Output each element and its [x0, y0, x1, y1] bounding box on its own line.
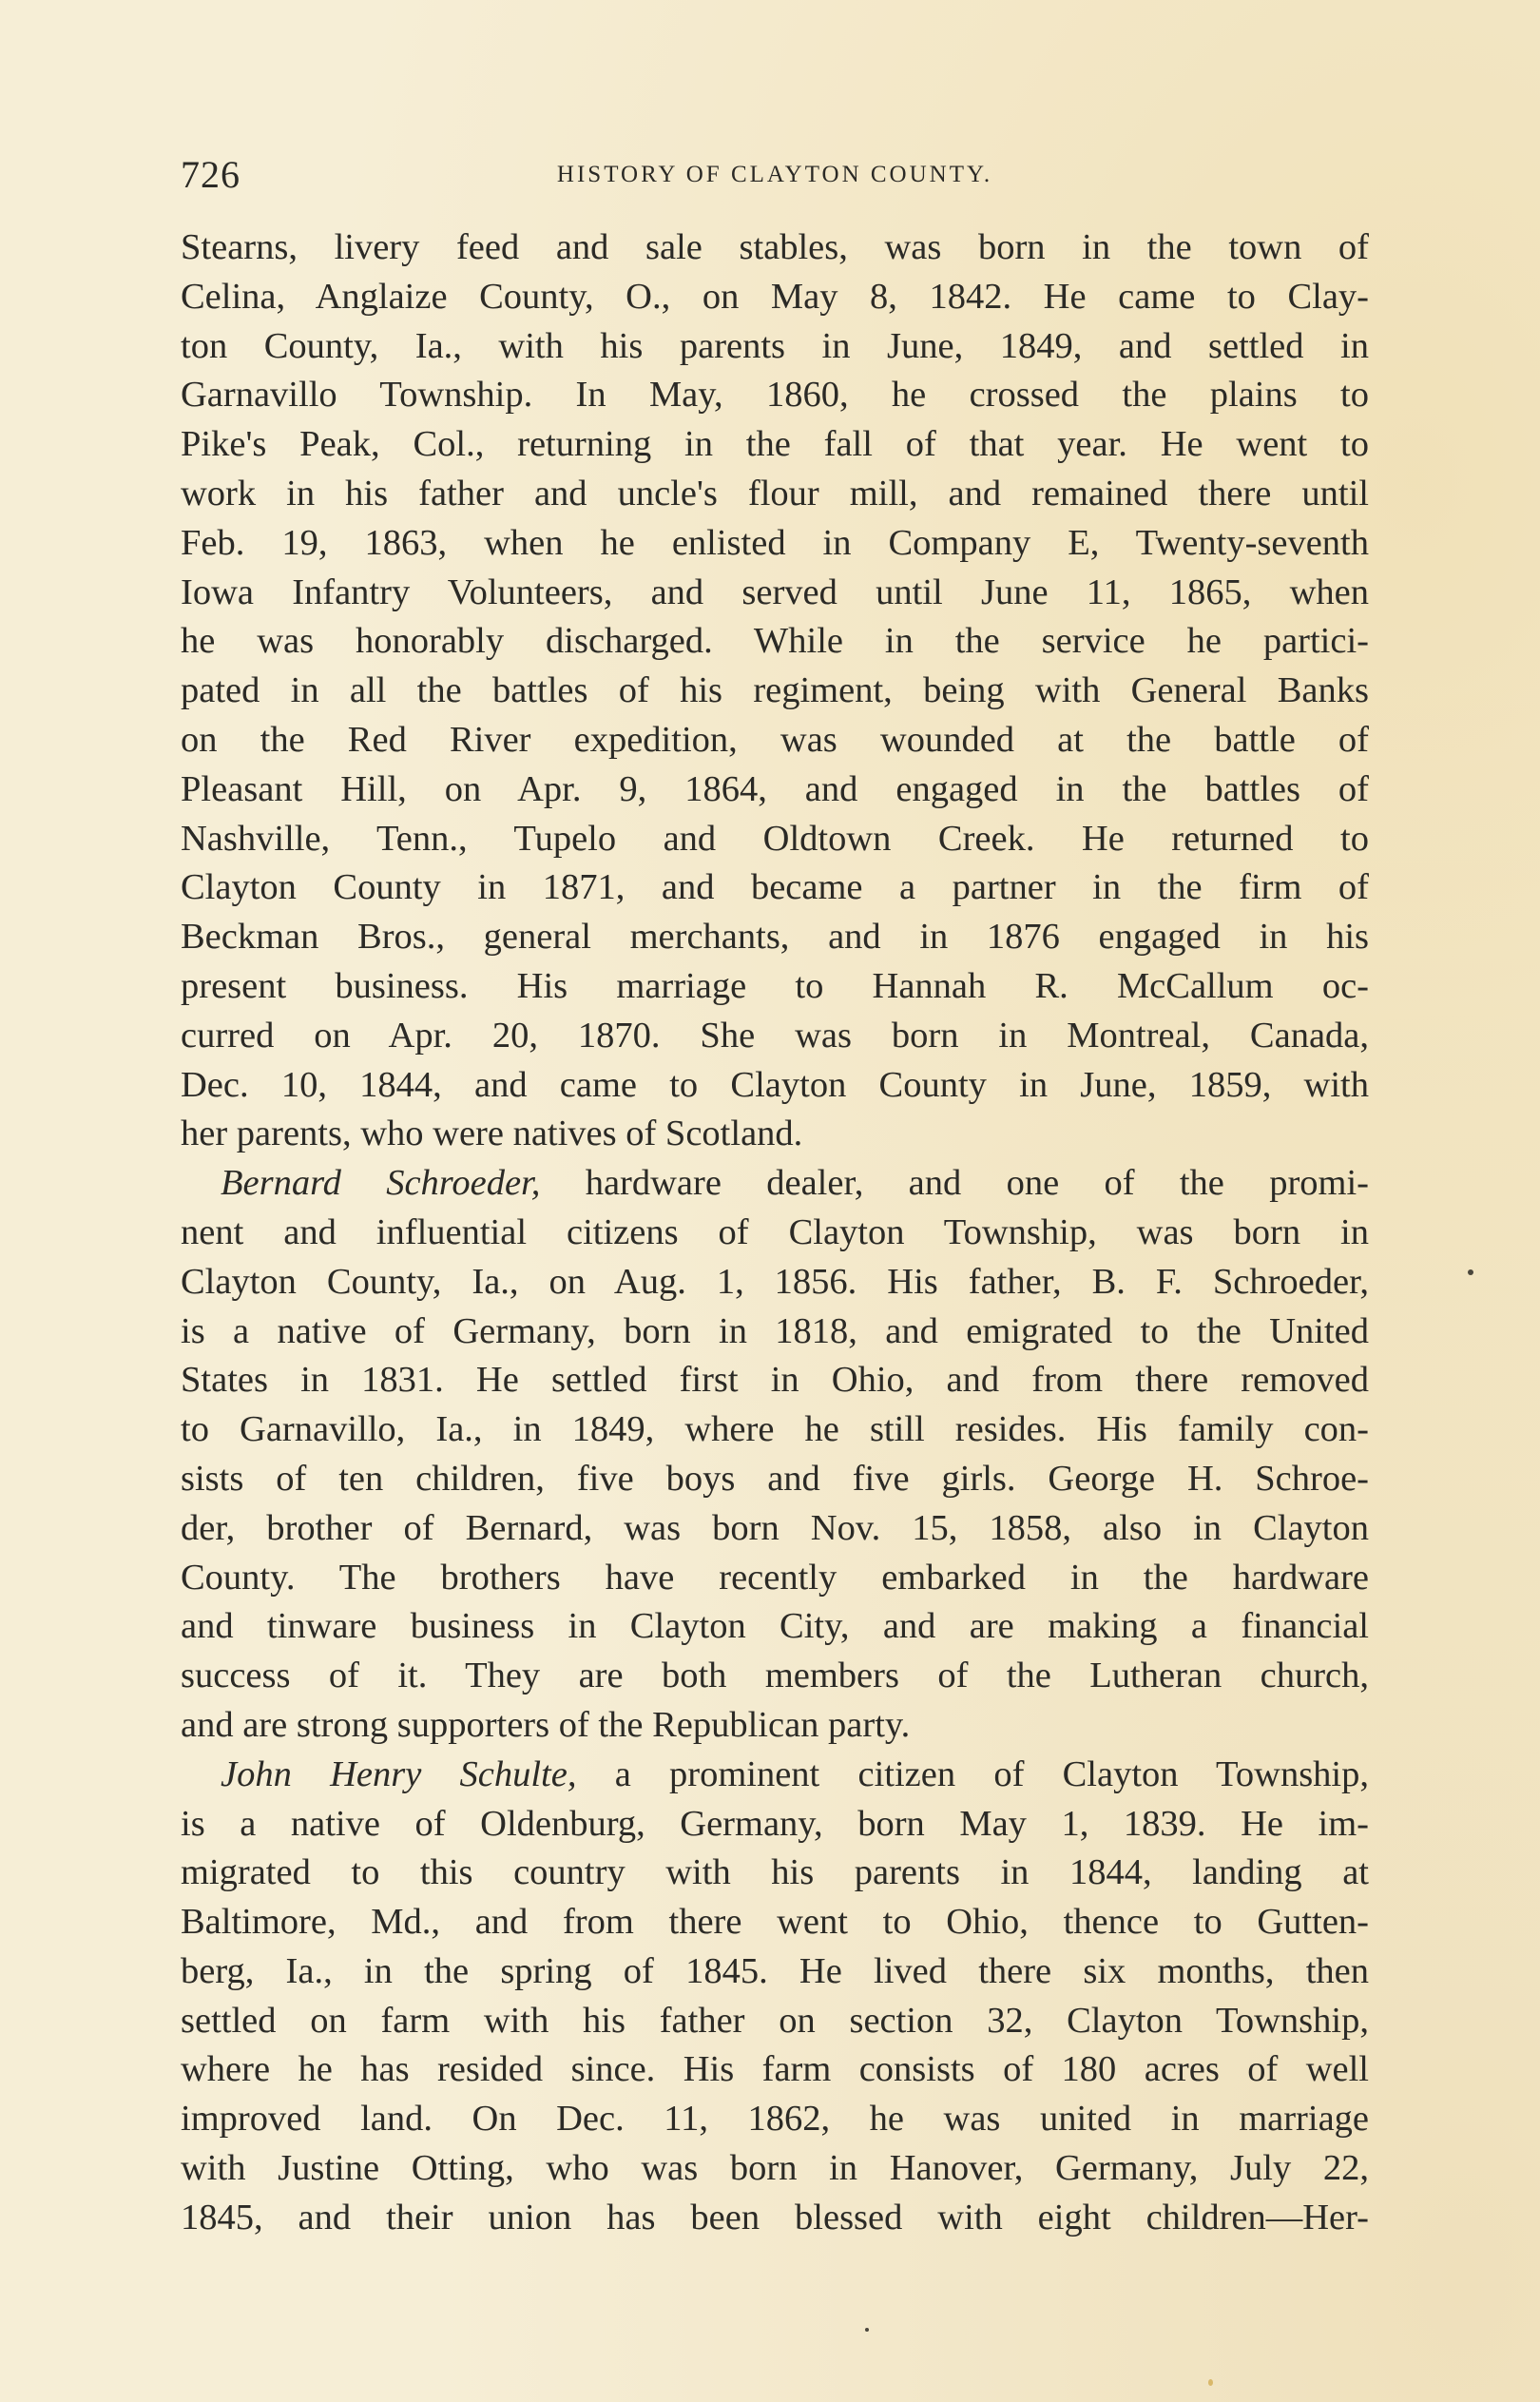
text-line — [181, 1751, 1369, 1800]
text-line: with Justine Otting, who was born in Hanover, Germany, July 22, — [181, 2148, 1369, 2189]
text-line: States in 1831. He settled first in Ohio, and from there removed — [181, 1360, 1369, 1401]
ink-speck — [1208, 2379, 1213, 2386]
text-line: to Garnavillo, Ia., in 1849, where he still resides. His family con- — [181, 1409, 1369, 1450]
paragraph-john-henry-schulte — [181, 1751, 1369, 2243]
text-line: sists of ten children, five boys and five girls. George H. Schroe- — [181, 1458, 1369, 1499]
text-line: Clayton County, Ia., on Aug. 1, 1856. His father, B. F. Schroeder, — [181, 1261, 1369, 1302]
text-line: 1845, and their union has been blessed with eight children—Her- — [181, 2197, 1369, 2237]
text-line: Stearns, livery feed and sale stables, was born in the town of — [181, 227, 1369, 267]
text-line: County. The brothers have recently embarked in the hardware — [181, 1557, 1369, 1598]
ink-speck — [865, 2328, 869, 2332]
text-line: improved land. On Dec. 11, 1862, he was united in marriage — [181, 2099, 1369, 2140]
text-line: curred on Apr. 20, 1870. She was born in Montreal, Canada, — [181, 1015, 1369, 1056]
text-line: Nashville, Tenn., Tupelo and Oldtown Creek. He returned to — [181, 818, 1369, 859]
text-line: and tinware business in Clayton City, and are making a financial — [181, 1606, 1369, 1647]
text-line: Baltimore, Md., and from there went to Ohio, thence to Gutten- — [181, 1902, 1369, 1943]
text-line: Garnavillo Township. In May, 1860, he crossed the plains to — [181, 375, 1369, 416]
person-name: Bernard Schroeder, — [221, 1163, 541, 1204]
text-line: nent and influential citizens of Clayton Township, was born in — [181, 1211, 1369, 1252]
person-name: John Henry Schulte, — [221, 1753, 577, 1794]
text-line: her parents, who were natives of Scotland. — [181, 1114, 803, 1154]
text-line: work in his father and uncle's flour mill, and remained there until — [181, 473, 1369, 513]
text-line: is a native of Oldenburg, Germany, born May 1, 1839. He im- — [181, 1803, 1369, 1844]
text-line: on the Red River expedition, was wounded at the battle of — [181, 719, 1369, 760]
text-line: pated in all the battles of his regiment, being with General Banks — [181, 670, 1369, 711]
text-line: Dec. 10, 1844, and came to Clayton County in June, 1859, with — [181, 1064, 1369, 1105]
text-line: der, brother of Bernard, was born Nov. 15, 1858, also in Clayton — [181, 1507, 1369, 1548]
page-number: 726 — [181, 153, 241, 196]
text-line — [181, 1159, 1369, 1209]
text-line: Pike's Peak, Col., returning in the fall of that year. He went to — [181, 424, 1369, 465]
text-line: is a native of Germany, born in 1818, and emigrated to the United — [181, 1310, 1369, 1351]
page-header — [181, 152, 1369, 200]
paragraph-stearns — [181, 223, 1369, 1159]
text-line: Pleasant Hill, on Apr. 9, 1864, and engaged in the battles of — [181, 768, 1369, 809]
text-fragment: a prominent citizen of Clayton Township, — [614, 1753, 1369, 1794]
text-line: where he has resided since. His farm consists of 180 acres of well — [181, 2049, 1369, 2090]
text-line: Beckman Bros., general merchants, and in 1876 engaged in his — [181, 917, 1369, 958]
text-line: Feb. 19, 1863, when he enlisted in Company E, Twenty-seventh — [181, 522, 1369, 563]
running-title: HISTORY OF CLAYTON COUNTY. — [556, 162, 993, 187]
text-line: Celina, Anglaize County, O., on May 8, 1842. He came to Clay- — [181, 276, 1369, 317]
paragraph-bernard-schroeder — [181, 1159, 1369, 1751]
text-line: success of it. They are both members of the Lutheran church, — [181, 1656, 1369, 1696]
text-line: ton County, Ia., with his parents in June, 1849, and settled in — [181, 325, 1369, 366]
text-line: he was honorably discharged. While in the service he partici- — [181, 621, 1369, 662]
body-text — [181, 223, 1369, 2243]
text-line: and are strong supporters of the Republican party. — [181, 1704, 911, 1745]
text-line: berg, Ia., in the spring of 1845. He lived there six months, then — [181, 1950, 1369, 1991]
text-line: migrated to this country with his parents in 1844, landing at — [181, 1852, 1369, 1893]
text-line: settled on farm with his father on section 32, Clayton Township, — [181, 2000, 1369, 2041]
text-fragment: hardware dealer, and one of the promi- — [585, 1163, 1369, 1204]
text-line: present business. His marriage to Hannah R. McCallum oc- — [181, 965, 1369, 1006]
text-line: Iowa Infantry Volunteers, and served until June 11, 1865, when — [181, 571, 1369, 612]
text-line: Clayton County in 1871, and became a partner in the firm of — [181, 867, 1369, 908]
ink-speck — [1468, 1269, 1473, 1275]
